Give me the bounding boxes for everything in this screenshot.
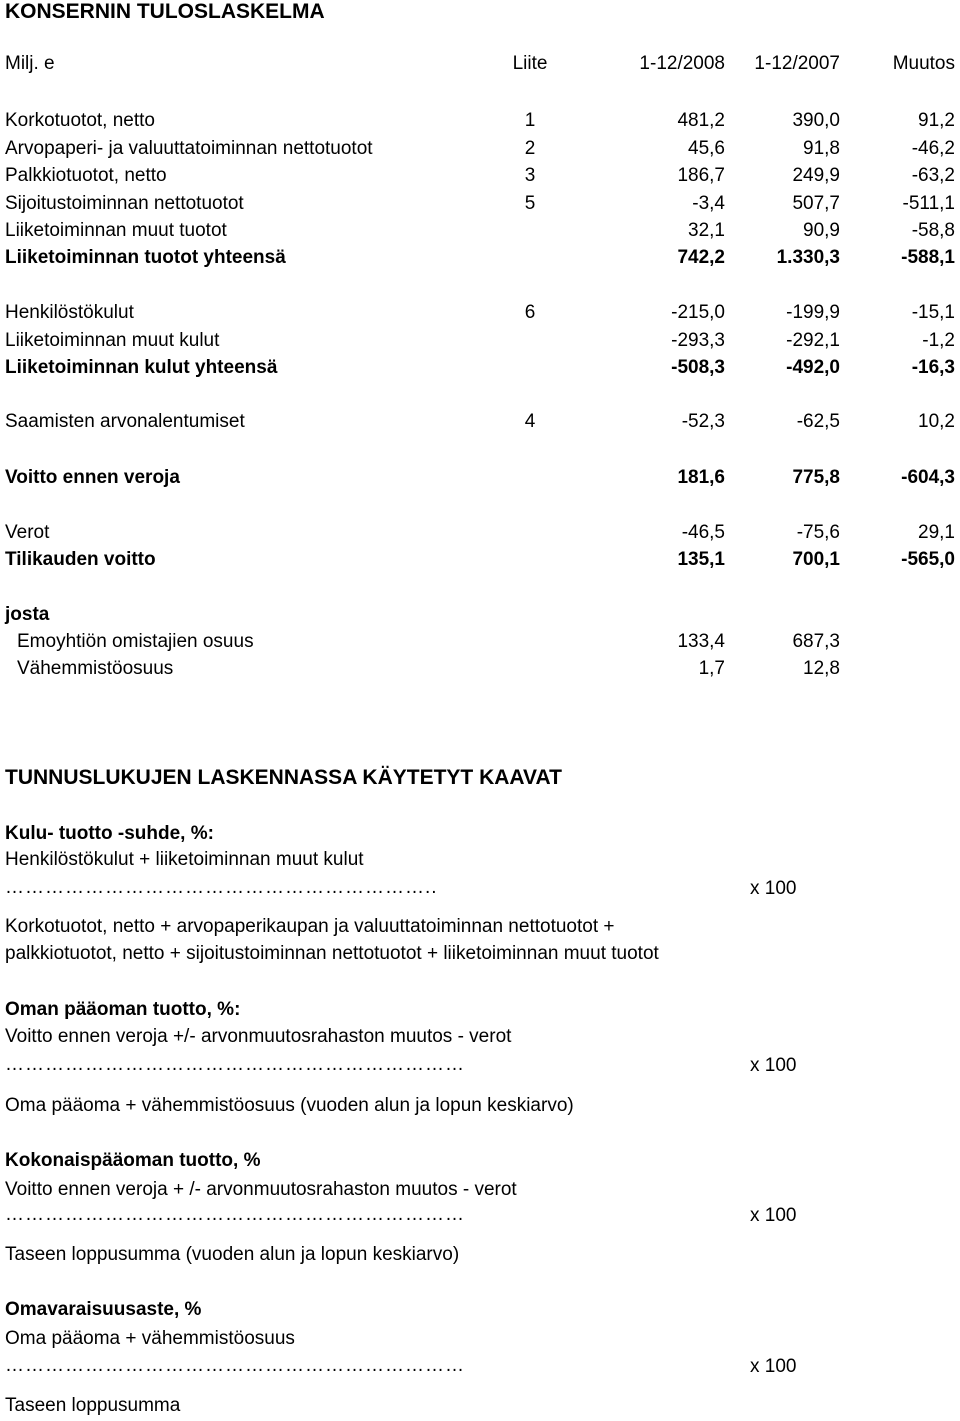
row-label: Liiketoiminnan muut kulut — [5, 330, 220, 351]
row-value-2007: 507,7 — [792, 193, 840, 214]
row-label: Korkotuotot, netto — [5, 110, 155, 131]
row-value-2007: 1.330,3 — [776, 247, 840, 268]
row-liite: 6 — [524, 302, 536, 323]
row-liite: 2 — [524, 138, 536, 159]
unit-label: Milj. e — [5, 53, 55, 74]
formula-multiplier: x 100 — [750, 1356, 797, 1377]
row-value-2007: -75,6 — [796, 522, 840, 543]
row-value-muutos: -1,2 — [922, 330, 955, 351]
formula-numerator: Voitto ennen veroja +/- arvonmuutosrahaston muutos - verot — [5, 1026, 512, 1047]
row-value-2008: -508,3 — [671, 357, 725, 378]
row-value-2008: -52,3 — [681, 411, 725, 432]
row-label: Palkkiotuotot, netto — [5, 165, 167, 186]
formula-multiplier: x 100 — [750, 1205, 797, 1226]
row-value-2007: 90,9 — [803, 220, 840, 241]
row-liite: 4 — [524, 411, 536, 432]
formula-numerator: Henkilöstökulut + liiketoiminnan muut kulut — [5, 849, 364, 870]
row-value-2008: 742,2 — [677, 247, 725, 268]
row-value-2007: 91,8 — [803, 138, 840, 159]
row-label-total: Voitto ennen veroja — [5, 467, 180, 488]
formula-name: Oman pääoman tuotto, %: — [5, 999, 241, 1020]
formula-denominator: Taseen loppusumma — [5, 1395, 181, 1416]
row-liite: 1 — [524, 110, 536, 131]
josta-row-label: Emoyhtiön omistajien osuus — [17, 631, 254, 652]
row-label: Arvopaperi- ja valuuttatoiminnan nettotuotot — [5, 138, 373, 159]
formula-name: Omavaraisuusaste, % — [5, 1299, 202, 1320]
row-label: Henkilöstökulut — [5, 302, 134, 323]
formula-numerator: Voitto ennen veroja + /- arvonmuutosrahaston muutos - verot — [5, 1179, 517, 1200]
formula-name: Kulu- tuotto -suhde, %: — [5, 823, 214, 844]
formula-denominator: palkkiotuotot, netto + sijoitustoiminnan nettotuotot + liiketoiminnan muut tuotot — [5, 943, 659, 964]
row-value-muutos: -58,8 — [911, 220, 955, 241]
row-value-muutos: -46,2 — [911, 138, 955, 159]
row-value-2008: -293,3 — [671, 330, 725, 351]
josta-label: josta — [5, 604, 50, 625]
row-label-total: Liiketoiminnan kulut yhteensä — [5, 357, 278, 378]
row-value-muutos: 29,1 — [918, 522, 955, 543]
formula-denominator: Korkotuotot, netto + arvopaperikaupan ja valuuttatoiminnan nettotuotot + — [5, 916, 615, 937]
row-value-2007: 775,8 — [792, 467, 840, 488]
formula-multiplier: x 100 — [750, 1055, 797, 1076]
row-label: Sijoitustoiminnan nettotuotot — [5, 193, 244, 214]
formula-name: Kokonaispääoman tuotto, % — [5, 1150, 261, 1171]
row-value-muutos: -63,2 — [911, 165, 955, 186]
formula-divider: ……………………………………………………….. — [5, 877, 438, 898]
formula-divider: …………………………………………………………… — [5, 1204, 465, 1225]
formulas-title: TUNNUSLUKUJEN LASKENNASSA KÄYTETYT KAAVAT — [5, 766, 562, 789]
row-value-muutos: -588,1 — [901, 247, 955, 268]
row-value-muutos: -565,0 — [901, 549, 955, 570]
formula-divider: …………………………………………………………… — [5, 1355, 465, 1376]
row-value-2008: 181,6 — [677, 467, 725, 488]
row-value-2008: -215,0 — [671, 302, 725, 323]
row-value-2007: -62,5 — [796, 411, 840, 432]
row-value-2007: -199,9 — [786, 302, 840, 323]
row-liite: 5 — [524, 193, 536, 214]
row-value-2007: 700,1 — [792, 549, 840, 570]
row-value-muutos: -15,1 — [911, 302, 955, 323]
formula-divider: …………………………………………………………… — [5, 1054, 465, 1075]
row-label-total: Tilikauden voitto — [5, 549, 156, 570]
formula-numerator: Oma pääoma + vähemmistöosuus — [5, 1328, 295, 1349]
row-label-total: Liiketoiminnan tuotot yhteensä — [5, 247, 286, 268]
row-value-2008: 186,7 — [677, 165, 725, 186]
row-value-2007: 249,9 — [792, 165, 840, 186]
col-header-2008: 1-12/2008 — [639, 53, 725, 74]
row-value-muutos: -511,1 — [902, 193, 955, 214]
row-label: Saamisten arvonalentumiset — [5, 411, 245, 432]
row-value-2008: 45,6 — [688, 138, 725, 159]
row-value-2008: 135,1 — [677, 549, 725, 570]
josta-row-label: Vähemmistöosuus — [17, 658, 174, 679]
row-value-2007: -292,1 — [786, 330, 840, 351]
formula-denominator: Oma pääoma + vähemmistöosuus (vuoden alun ja lopun keskiarvo) — [5, 1095, 574, 1116]
row-value-2007: 390,0 — [792, 110, 840, 131]
row-value-muutos: 91,2 — [918, 110, 955, 131]
formula-multiplier: x 100 — [750, 878, 797, 899]
josta-value-2007: 687,3 — [792, 631, 840, 652]
row-value-2008: -3,4 — [692, 193, 725, 214]
row-label: Liiketoiminnan muut tuotot — [5, 220, 227, 241]
josta-value-2008: 133,4 — [677, 631, 725, 652]
row-liite: 3 — [524, 165, 536, 186]
col-header-2007: 1-12/2007 — [754, 53, 840, 74]
col-header-muutos: Muutos — [892, 53, 955, 74]
josta-value-2007: 12,8 — [803, 658, 840, 679]
row-value-2008: 481,2 — [677, 110, 725, 131]
row-value-2008: -46,5 — [681, 522, 725, 543]
row-value-muutos: 10,2 — [918, 411, 955, 432]
row-value-2008: 32,1 — [688, 220, 725, 241]
formula-denominator: Taseen loppusumma (vuoden alun ja lopun keskiarvo) — [5, 1244, 460, 1265]
row-value-muutos: -16,3 — [911, 357, 955, 378]
row-value-muutos: -604,3 — [901, 467, 955, 488]
page-title: KONSERNIN TULOSLASKELMA — [5, 0, 325, 23]
col-header-liite: Liite — [512, 53, 548, 74]
josta-value-2008: 1,7 — [698, 658, 725, 679]
row-value-2007: -492,0 — [786, 357, 840, 378]
row-label: Verot — [5, 522, 50, 543]
